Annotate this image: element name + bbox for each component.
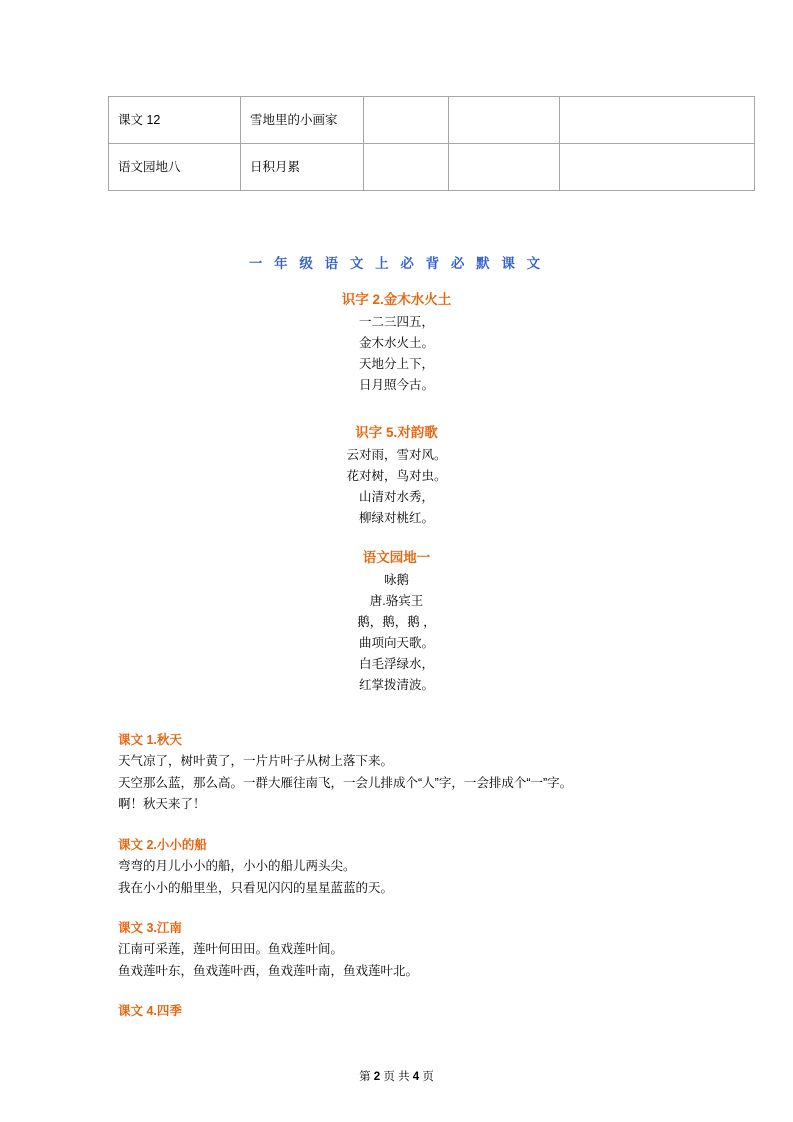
lesson-table-wrapper xyxy=(108,96,661,191)
lesson-heading: 课文 2.小小的船 xyxy=(118,838,207,852)
poem-line: 天地分上下， xyxy=(358,357,434,371)
poem-line: 曲项向天歌。 xyxy=(358,636,434,650)
lesson-line: 天气凉了，树叶黄了，一片片叶子从树上落下来。 xyxy=(118,754,394,768)
lesson-heading: 课文 3.江南 xyxy=(118,921,182,935)
footer-prefix: 第 xyxy=(359,1071,371,1083)
poem-line: 花对树，鸟对虫。 xyxy=(346,469,447,483)
page-title: 一 年 级 语 文 上 必 背 必 默 课 文 xyxy=(248,256,545,271)
poem-line: 云对雨，雪对风。 xyxy=(346,448,447,462)
lesson-heading: 课文 4.四季 xyxy=(118,1004,182,1018)
page-footer xyxy=(0,1068,793,1084)
footer-middle: 页 共 xyxy=(383,1071,410,1083)
lesson-table xyxy=(108,96,755,191)
poem-line: 白毛浮绿水， xyxy=(358,657,434,671)
section-heading: 识字 5.对韵歌 xyxy=(355,425,438,440)
footer-total-pages: 4 xyxy=(412,1071,420,1083)
table-cell-c5 xyxy=(560,97,755,144)
table-cell-title: 雪地里的小画家 xyxy=(241,97,364,144)
lesson-line: 我在小小的船里坐，只看见闪闪的星星蓝蓝的天。 xyxy=(118,880,394,895)
table-cell-c5 xyxy=(560,144,755,191)
section-heading: 语文园地一 xyxy=(362,550,431,565)
lesson-line: 啊！秋天来了！ xyxy=(118,797,206,811)
poem-title: 咏鹅 xyxy=(383,573,409,587)
footer-page-number: 2 xyxy=(373,1071,381,1083)
lesson-block-3 xyxy=(118,918,718,982)
lesson-heading: 课文 1.秋天 xyxy=(118,733,182,747)
table-cell-lesson: 语文园地八 xyxy=(109,144,241,191)
poem-author: 唐.骆宾王 xyxy=(369,594,424,608)
table-cell-c4 xyxy=(449,144,560,191)
table-cell-c3 xyxy=(364,144,449,191)
poem-line: 柳绿对桃红。 xyxy=(358,511,434,525)
lesson-block-2 xyxy=(118,835,718,899)
footer-suffix: 页 xyxy=(422,1071,434,1083)
lesson-block-4 xyxy=(118,1001,718,1022)
poem-line: 山清对水秀， xyxy=(358,490,434,504)
section-heading: 识字 2.金木水火土 xyxy=(341,292,452,307)
lesson-block-1 xyxy=(118,730,718,816)
table-row xyxy=(109,144,755,191)
section-shizi-5 xyxy=(0,421,793,529)
lesson-line: 鱼戏莲叶东，鱼戏莲叶西，鱼戏莲叶南，鱼戏莲叶北。 xyxy=(118,963,419,978)
table-row xyxy=(109,97,755,144)
lesson-line: 弯弯的月儿小小的船，小小的船儿两头尖。 xyxy=(118,859,356,873)
lesson-line: 江南可采莲，莲叶何田田。鱼戏莲叶间。 xyxy=(118,942,344,956)
lesson-line: 天空那么蓝，那么高。一群大雁往南飞，一会儿排成个“人”字，一会排成个“一”字。 xyxy=(118,775,573,790)
section-yuwenyuandi-1 xyxy=(0,546,793,696)
poem-line: 日月照今古。 xyxy=(358,378,434,392)
table-cell-c3 xyxy=(364,97,449,144)
table-cell-lesson: 课文 12 xyxy=(109,97,241,144)
section-shizi-2 xyxy=(0,288,793,396)
table-cell-c4 xyxy=(449,97,560,144)
table-cell-title: 日积月累 xyxy=(241,144,364,191)
poem-line: 鹅，鹅，鹅 ， xyxy=(357,615,436,629)
poem-line: 红掌拨清波。 xyxy=(358,678,434,692)
poem-line: 金木水火土。 xyxy=(358,336,434,350)
poem-line: 一二三四五， xyxy=(358,315,434,329)
